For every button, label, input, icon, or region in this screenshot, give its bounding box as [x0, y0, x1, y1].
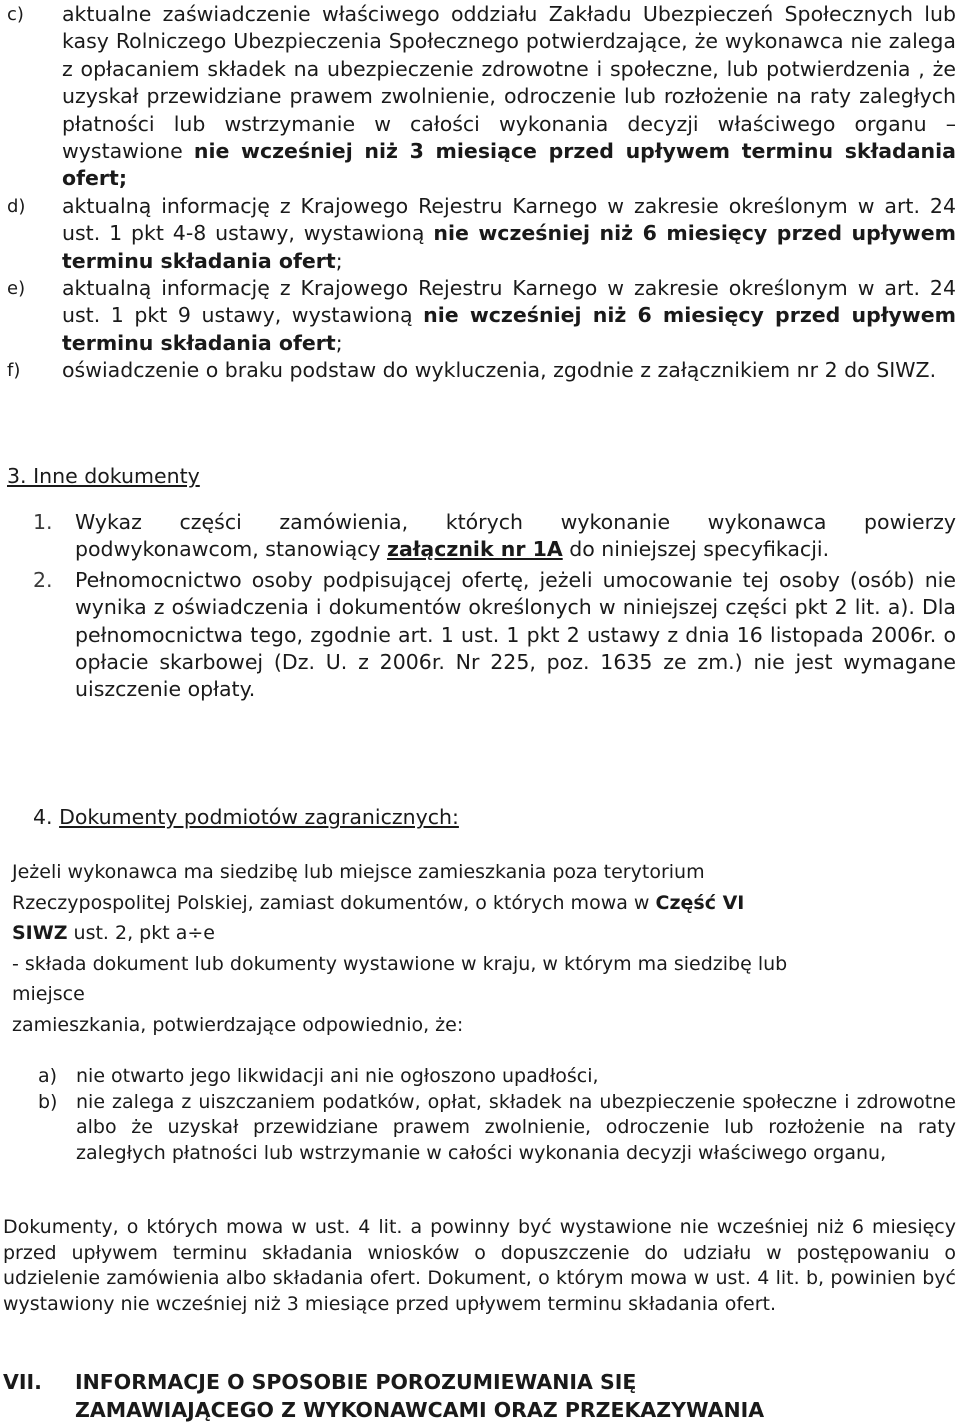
list-label: a): [38, 1065, 58, 1087]
list-label: b): [38, 1090, 58, 1113]
section-heading: 4. Dokumenty podmiotów zagranicznych:: [33, 805, 459, 829]
text-line: Rzeczypospolitej Polskiej, zamiast dokumentów, o których mowa w Część VI: [12, 891, 745, 914]
list-item: a) nie otwarto jego likwidacji ani nie ogłoszono upadłości,: [0, 1064, 956, 1090]
requirements-list: [0, 1, 956, 385]
list-label: e): [7, 278, 26, 300]
list-label: 1.: [33, 510, 53, 534]
text-line: zamieszkania, potwierdzające odpowiednio, że:: [12, 1013, 464, 1036]
list-item: f) oświadczenie o braku podstaw do wykluczenia, zgodnie z załącznikiem nr 2 do SIWZ.: [0, 357, 956, 384]
text-line: - składa dokument lub dokumenty wystawione w kraju, w którym ma siedzibę lub: [12, 952, 788, 975]
list-label: d): [7, 195, 26, 217]
text-line: SIWZ ust. 2, pkt a÷e: [12, 922, 215, 945]
list-item: d) aktualną informację z Krajowego Rejestru Karnego w zakresie określonym w art. 24 ust. 1 pkt 4-8 ustawy, wystawioną nie wcześniej niż 6 miesięcy przed upływem terminu składania ofert;: [7, 193, 956, 273]
section-heading: 3. Inne dokumenty: [7, 464, 200, 488]
list-item: b) nie zalega z uiszczaniem podatków, opłat, składek na ubezpieczenie społeczne i zdrowotne albo że uzyskał przewidziane prawem zwolnienie, odroczenie lub rozłożenie na raty zaległych płatności lub wstrzymanie w całości wykonania decyzji właściwego organu,: [38, 1090, 956, 1164]
list-item: 2. Pełnomocnictwo osoby podpisującej ofertę, jeżeli umocowanie tej osoby (osób) nie wynika z oświadczenia i dokumentów określonych w niniejszej części pkt 2 lit. a). Dla pełnomocnictwa tego, zgodnie art. 1 ust. 1 pkt 2 ustawy z dnia 16 listopada 2006r. o opłacie skarbowej (Dz. U. z 2006r. Nr 225, poz. 1635 ze zm.) nie jest wymagane uiszczenie opłaty.: [33, 567, 956, 702]
list-label: f): [7, 360, 21, 382]
text-line: miejsce: [12, 983, 85, 1006]
foreign-entities-paragraph: [12, 857, 912, 1041]
list-item: e) aktualną informację z Krajowego Rejestru Karnego w zakresie określonym w art. 24 ust. 1 pkt 9 ustawy, wystawioną nie wcześniej niż 6 miesięcy przed upływem terminu składania ofert;: [7, 276, 956, 355]
validity-paragraph: Dokumenty, o których mowa w ust. 4 lit. a powinny być wystawione nie wcześniej niż 6 miesięcy przed upływem terminu składania wniosków o dopuszczenie do udziału w postępowaniu o udzielenie zamówienia albo składania ofert. Dokument, o którym mowa w ust. 4 lit. b, powinien być wystawiony nie wcześniej niż 3 miesiące przed upływem terminu składania ofert.: [3, 1216, 956, 1315]
text-line: Jeżeli wykonawca ma siedzibę lub miejsce zamieszkania poza terytorium: [12, 861, 705, 883]
list-label: 2.: [33, 567, 53, 592]
alpha-list: [0, 1064, 956, 1166]
numbered-list: [0, 509, 956, 707]
list-item: c) aktualne zaświadczenie właściwego oddziału Zakładu Ubezpieczeń Społecznych lub kasy Rolniczego Ubezpieczenia Społecznego potwierdzające, że wykonawca nie zalega z opłacaniem składek na ubezpieczenie zdrowotne i społeczne, lub potwierdzenia , że uzyskał przewidziane prawem zwolnienie, odroczenie lub rozłożenie na raty zaległych płatności lub wstrzymanie w całości wykonania decyzji właściwego organu – wystawione nie wcześniej niż 3 miesiące przed upływem terminu składania ofert;: [7, 2, 956, 191]
list-label: c): [7, 4, 24, 25]
list-item: 1. Wykaz części zamówienia, których wykonanie wykonawca powierzy podwykonawcom, stanowiący załącznik nr 1A do niniejszej specyfikacji.: [33, 510, 956, 562]
